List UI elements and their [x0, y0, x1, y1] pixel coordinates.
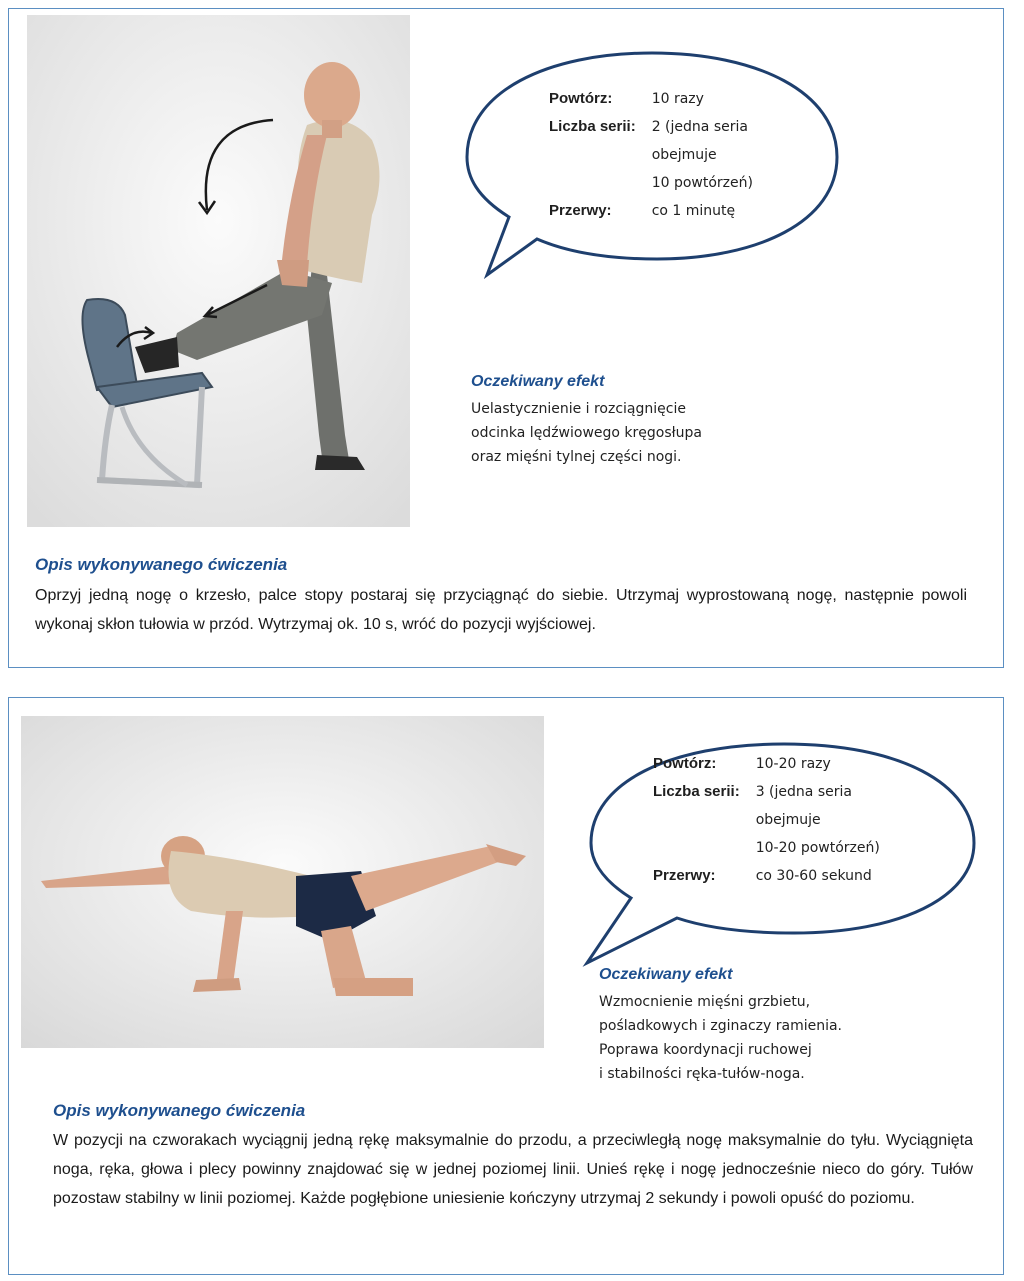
exercise-1-photo [27, 15, 410, 527]
param-row: Liczba serii: 2 (jedna seria [549, 118, 748, 135]
param-row: obejmuje [755, 812, 821, 828]
param-row: Liczba serii: 3 (jedna seria [653, 783, 852, 800]
exercise-2-effect-title: Oczekiwany efekt [599, 966, 733, 983]
exercise-2-description-title: Opis wykonywanego ćwiczenia [53, 1101, 306, 1120]
exercise-1-effect-title: Oczekiwany efekt [471, 373, 605, 390]
exercise-2-photo [21, 716, 544, 1048]
exercise-card-2 [8, 697, 1004, 1275]
exercise-card-1 [8, 8, 1004, 668]
exercise-1-description-title: Opis wykonywanego ćwiczenia [35, 555, 288, 574]
exercise-1-effect-text: Uelastycznienie i rozciągnięcie odcinka lędźwiowego kręgosłupa oraz mięśni tylnej części nogi. [471, 401, 702, 465]
param-row: 10-20 powtórzeń) [755, 840, 880, 856]
param-row: Przerwy: co 30-60 sekund [653, 867, 872, 884]
exercise-2-params-table [653, 750, 880, 890]
exercise-1-description-text: Oprzyj jedną nogę o krzesło, palce stopy postaraj się przyciągnąć do siebie. Utrzymaj wyprostowaną nogę, następnie powoli wykonaj skłon tułowia w przód. Wytrzymaj ok. 10 s, wróć do pozycji wyjściowej. [35, 587, 967, 633]
exercise-2-effect-text: Wzmocnienie mięśni grzbietu, pośladkowych i zginaczy ramienia. Poprawa koordynacji ruchowej i stabilności ręka-tułów-noga. [599, 994, 842, 1082]
param-row: Przerwy: co 1 minutę [549, 202, 736, 219]
param-row: 10 powtórzeń) [651, 175, 753, 191]
param-row: Powtórz: 10-20 razy [653, 755, 831, 772]
exercise-1-params-table [549, 85, 753, 225]
exercise-2-description-text: W pozycji na czworakach wyciągnij jedną rękę maksymalnie do przodu, a przeciwległą nogę maksymalnie do tyłu. Wyciągnięta noga, ręka, głowa i plecy powinny znajdować się w jednej poziomej linii. Unieś rękę i nogę jednocześnie nieco do góry. Tułów pozostaw stabilny w linii poziomej. Każde pogłębione uniesienie kończyny utrzymaj 2 sekundy i powoli opuść do poziomu. [53, 1132, 973, 1207]
exercise-1-params-bubble [457, 47, 847, 279]
param-row: obejmuje [651, 147, 717, 163]
exercise-2-params-bubble [569, 738, 984, 970]
param-row: Powtórz: 10 razy [549, 90, 704, 107]
